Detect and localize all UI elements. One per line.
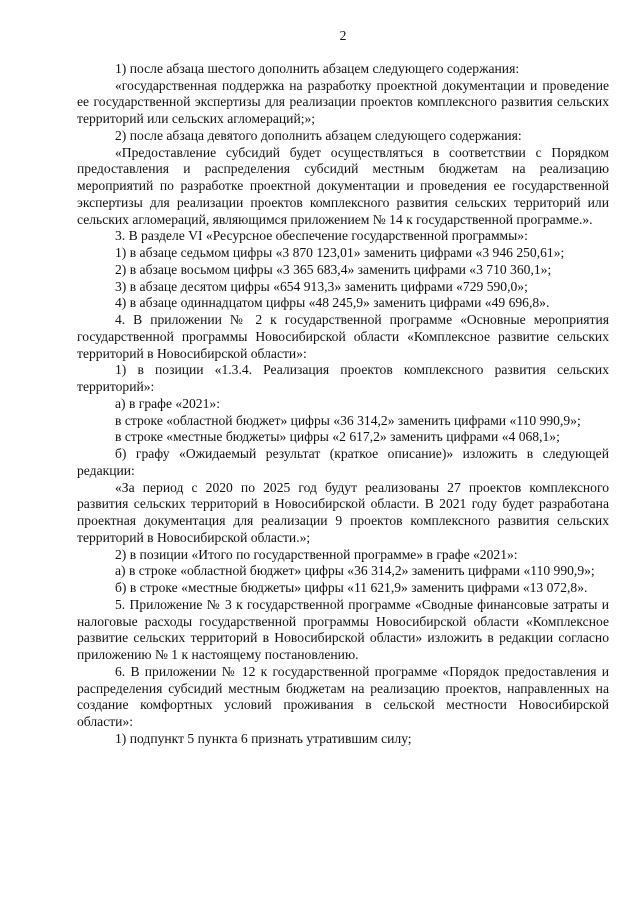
paragraph-9: 4) в абзаце одиннадцатом цифры «48 245,9» заменить цифрами «49 696,8». xyxy=(115,295,550,311)
paragraph-16: «За период с 2020 по 2025 год будут реализованы 27 проектов комплексного развития сельских территорий в Новосибирской области. В 2021 году будет разработана проектная документация для реализации 9 проектов комплексного развития сельских территорий в Новосибирской области.»; xyxy=(77,479,609,545)
paragraph-22: 1) подпункт 5 пункта 6 признать утратившим силу; xyxy=(115,730,412,746)
paragraph-7: 2) в абзаце восьмом цифры «3 365 683,4» заменить цифрами «3 710 360,1»; xyxy=(115,261,552,277)
paragraph-10: 4. В приложении № 2 к государственной программе «Основные мероприятия государственной программы Новосибирской области «Комплексное развитие сельских территорий в Новосибирской области»: xyxy=(77,312,609,361)
document-page xyxy=(77,28,609,748)
paragraph-14: в строке «местные бюджеты» цифры «2 617,2» заменить цифрами «4 068,1»; xyxy=(115,429,560,445)
paragraph-1: 1) после абзаца шестого дополнить абзацем следующего содержания: xyxy=(115,60,520,76)
page-number: 2 xyxy=(339,28,347,43)
paragraph-17: 2) в позиции «Итого по государственной программе» в графе «2021»: xyxy=(115,546,518,562)
paragraph-13: в строке «областной бюджет» цифры «36 314,2» заменить цифрами «110 990,9»; xyxy=(115,412,581,428)
paragraph-3: 2) после абзаца девятого дополнить абзацем следующего содержания: xyxy=(115,127,522,143)
paragraph-8: 3) в абзаце десятом цифры «654 913,3» заменить цифрами «729 590,0»; xyxy=(115,278,528,294)
paragraph-18: а) в строке «областной бюджет» цифры «36 314,2» заменить цифрами «110 990,9»; xyxy=(115,563,595,579)
paragraph-12: а) в графе «2021»: xyxy=(115,395,220,411)
paragraph-20: 5. Приложение № 3 к государственной программе «Сводные финансовые затраты и налоговые расходы государственной программы Новосибирской области «Комплексное развитие сельских территорий в Новосибирской области» изложить в редакции согласно приложению № 1 к настоящему постановлению. xyxy=(77,596,609,662)
paragraph-6: 1) в абзаце седьмом цифры «3 870 123,01» заменить цифрами «3 946 250,61»; xyxy=(115,245,565,260)
paragraph-19: б) в строке «местные бюджеты» цифры «11 621,9» заменить цифрами «13 072,8». xyxy=(115,580,588,595)
paragraph-15: б) графу «Ожидаемый результат (краткое описание)» изложить в следующей редакции: xyxy=(77,446,609,478)
paragraph-11: 1) в позиции «1.3.4. Реализация проектов комплексного развития сельских территорий»: xyxy=(77,362,609,394)
paragraph-2: «государственная поддержка на разработку проектной документации и проведение ее государственной экспертизы для реализации проектов комплексного развития сельских территорий или сельских агломераций;»; xyxy=(77,77,609,126)
paragraph-21: 6. В приложении № 12 к государственной программе «Порядок предоставления и распределения субсидий местным бюджетам на реализацию проектов, направленных на создание комфортных условий проживания в сельской местности Новосибирской области»: xyxy=(77,663,609,729)
paragraph-5: 3. В разделе VI «Ресурсное обеспечение государственной программы»: xyxy=(115,228,528,244)
paragraph-4: «Предоставление субсидий будет осуществляться в соответствии с Порядком предоставления и распределения субсидий местным бюджетам на реализацию мероприятий по разработке проектной документации и проведения ее государственной экспертизы для реализации проектов комплексного развития сельских территорий или сельских агломераций, являющимся приложением № 14 к государственной программе.». xyxy=(77,144,609,227)
